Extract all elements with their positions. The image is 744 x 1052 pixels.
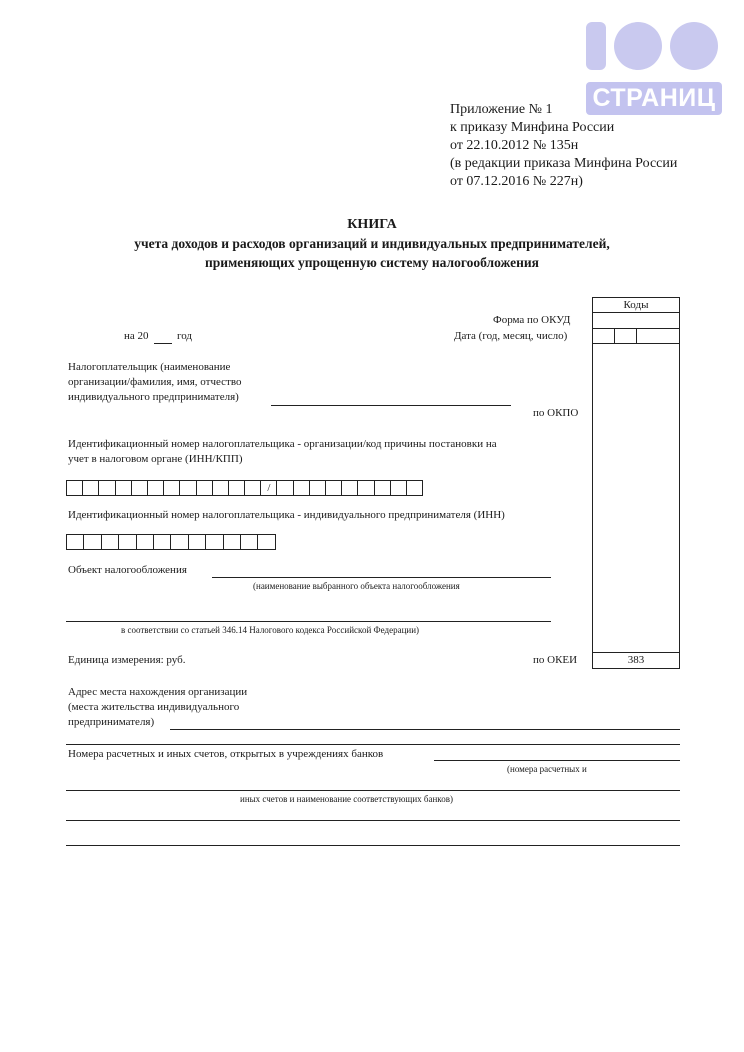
accounts-label: Номера расчетных и иных счетов, открытых в учреждениях банков (68, 748, 384, 760)
logo-digit-0b (670, 22, 718, 70)
year-prefix: на 20 (124, 330, 149, 342)
inn-ip-cell[interactable] (258, 534, 275, 550)
codes-header: Коды (623, 299, 649, 311)
address-label-2: (места жительства индивидуального (68, 701, 240, 713)
taxpayer-label-2: организации/фамилия, имя, отчество (68, 376, 242, 388)
inn-cell[interactable] (180, 480, 196, 496)
tax-object-field[interactable] (212, 577, 551, 578)
okud-code-cell[interactable] (592, 312, 680, 328)
logo-word: СТРАНИЦ (586, 82, 722, 115)
tax-object-label: Объект налогообложения (68, 564, 187, 576)
inn-ip-cell[interactable] (224, 534, 241, 550)
taxpayer-label-1: Налогоплательщик (наименование (68, 361, 231, 373)
kpp-cell[interactable] (342, 480, 358, 496)
kpp-cell[interactable] (375, 480, 391, 496)
inn-ip-cell[interactable] (137, 534, 154, 550)
inn-ip-cell[interactable] (84, 534, 101, 550)
header-line-2: к приказу Минфина России (450, 120, 615, 135)
inn-ip-cell[interactable] (154, 534, 171, 550)
inn-cell[interactable] (99, 480, 115, 496)
book-subtitle-1: учета доходов и расходов организаций и индивидуальных предпринимателей, (134, 236, 610, 251)
date-cell-divider-1 (614, 328, 615, 344)
inn-cell[interactable] (164, 480, 180, 496)
inn-cell[interactable] (116, 480, 132, 496)
address-field[interactable] (170, 729, 680, 730)
okud-label: Форма по ОКУД (493, 314, 571, 326)
logo-digit-0a (614, 22, 662, 70)
address-label-1: Адрес места нахождения организации (68, 686, 248, 698)
taxpayer-name-field[interactable] (271, 405, 511, 406)
inn-kpp-boxes[interactable] (66, 480, 423, 496)
accounts-field[interactable] (434, 760, 680, 761)
inn-cell[interactable] (245, 480, 261, 496)
inn-cell[interactable] (83, 480, 99, 496)
kpp-cell[interactable] (326, 480, 342, 496)
tax-object-hint: (наименование выбранного объекта налогообложения (253, 581, 460, 591)
codes-column (592, 297, 680, 669)
inn-ip-cell[interactable] (241, 534, 258, 550)
okei-label: по ОКЕИ (533, 654, 578, 666)
date-code-cells[interactable] (592, 328, 680, 344)
header-line-3: от 22.10.2012 № 135н (450, 138, 579, 153)
logo (586, 22, 722, 116)
inn-cell[interactable] (197, 480, 213, 496)
inn-ip-cell[interactable] (206, 534, 223, 550)
kpp-cell[interactable] (277, 480, 293, 496)
inn-ip-boxes[interactable] (66, 534, 276, 550)
inn-cell[interactable] (67, 480, 83, 496)
inn-ip-label: Идентификационный номер налогоплательщика - индивидуального предпринимателя (ИНН) (68, 509, 505, 521)
kpp-cell[interactable] (294, 480, 310, 496)
inn-ip-cell[interactable] (189, 534, 206, 550)
year-suffix: год (177, 330, 193, 342)
kpp-cell[interactable] (391, 480, 407, 496)
accounts-field-4[interactable] (66, 845, 680, 846)
okpo-label: по ОКПО (533, 407, 579, 419)
inn-cell[interactable] (213, 480, 229, 496)
header-line-1: Приложение № 1 (450, 102, 553, 117)
inn-kpp-separator: / (261, 480, 277, 496)
inn-kpp-label-1: Идентификационный номер налогоплательщика - организации/код причины постановки на (68, 438, 497, 450)
header-line-5: от 07.12.2016 № 227н) (450, 174, 583, 189)
book-subtitle-2: применяющих упрощенную систему налогообложения (205, 255, 539, 270)
tax-object-hint-2: в соответствии со статьей 346.14 Налогового кодекса Российской Федерации) (121, 625, 420, 635)
inn-ip-cell[interactable] (171, 534, 188, 550)
taxpayer-label-3: индивидуального предпринимателя) (68, 391, 239, 403)
inn-kpp-label-2: учет в налоговом органе (ИНН/КПП) (68, 453, 243, 465)
header-line-4: (в редакции приказа Минфина России (450, 156, 678, 171)
okei-value: 383 (627, 654, 645, 666)
accounts-hint-2: иных счетов и наименование соответствующих банков) (240, 794, 453, 804)
inn-ip-cell[interactable] (67, 534, 84, 550)
inn-cell[interactable] (132, 480, 148, 496)
tax-object-field-2[interactable] (66, 621, 551, 622)
inn-ip-cell[interactable] (119, 534, 136, 550)
date-cell-divider-2 (636, 328, 637, 344)
unit-label: Единица измерения: руб. (68, 654, 186, 666)
logo-digit-1 (586, 22, 606, 70)
accounts-field-2[interactable] (66, 790, 680, 791)
address-label-3: предпринимателя) (68, 716, 155, 728)
address-field-2[interactable] (66, 744, 680, 745)
inn-cell[interactable] (229, 480, 245, 496)
inn-cell[interactable] (148, 480, 164, 496)
kpp-cell[interactable] (358, 480, 374, 496)
year-field[interactable] (154, 343, 172, 344)
book-title: КНИГА (347, 217, 397, 232)
kpp-cell[interactable] (407, 480, 423, 496)
accounts-field-3[interactable] (66, 820, 680, 821)
inn-ip-cell[interactable] (102, 534, 119, 550)
date-label: Дата (год, месяц, число) (454, 330, 568, 342)
accounts-hint-1: (номера расчетных и (507, 764, 587, 774)
kpp-cell[interactable] (310, 480, 326, 496)
